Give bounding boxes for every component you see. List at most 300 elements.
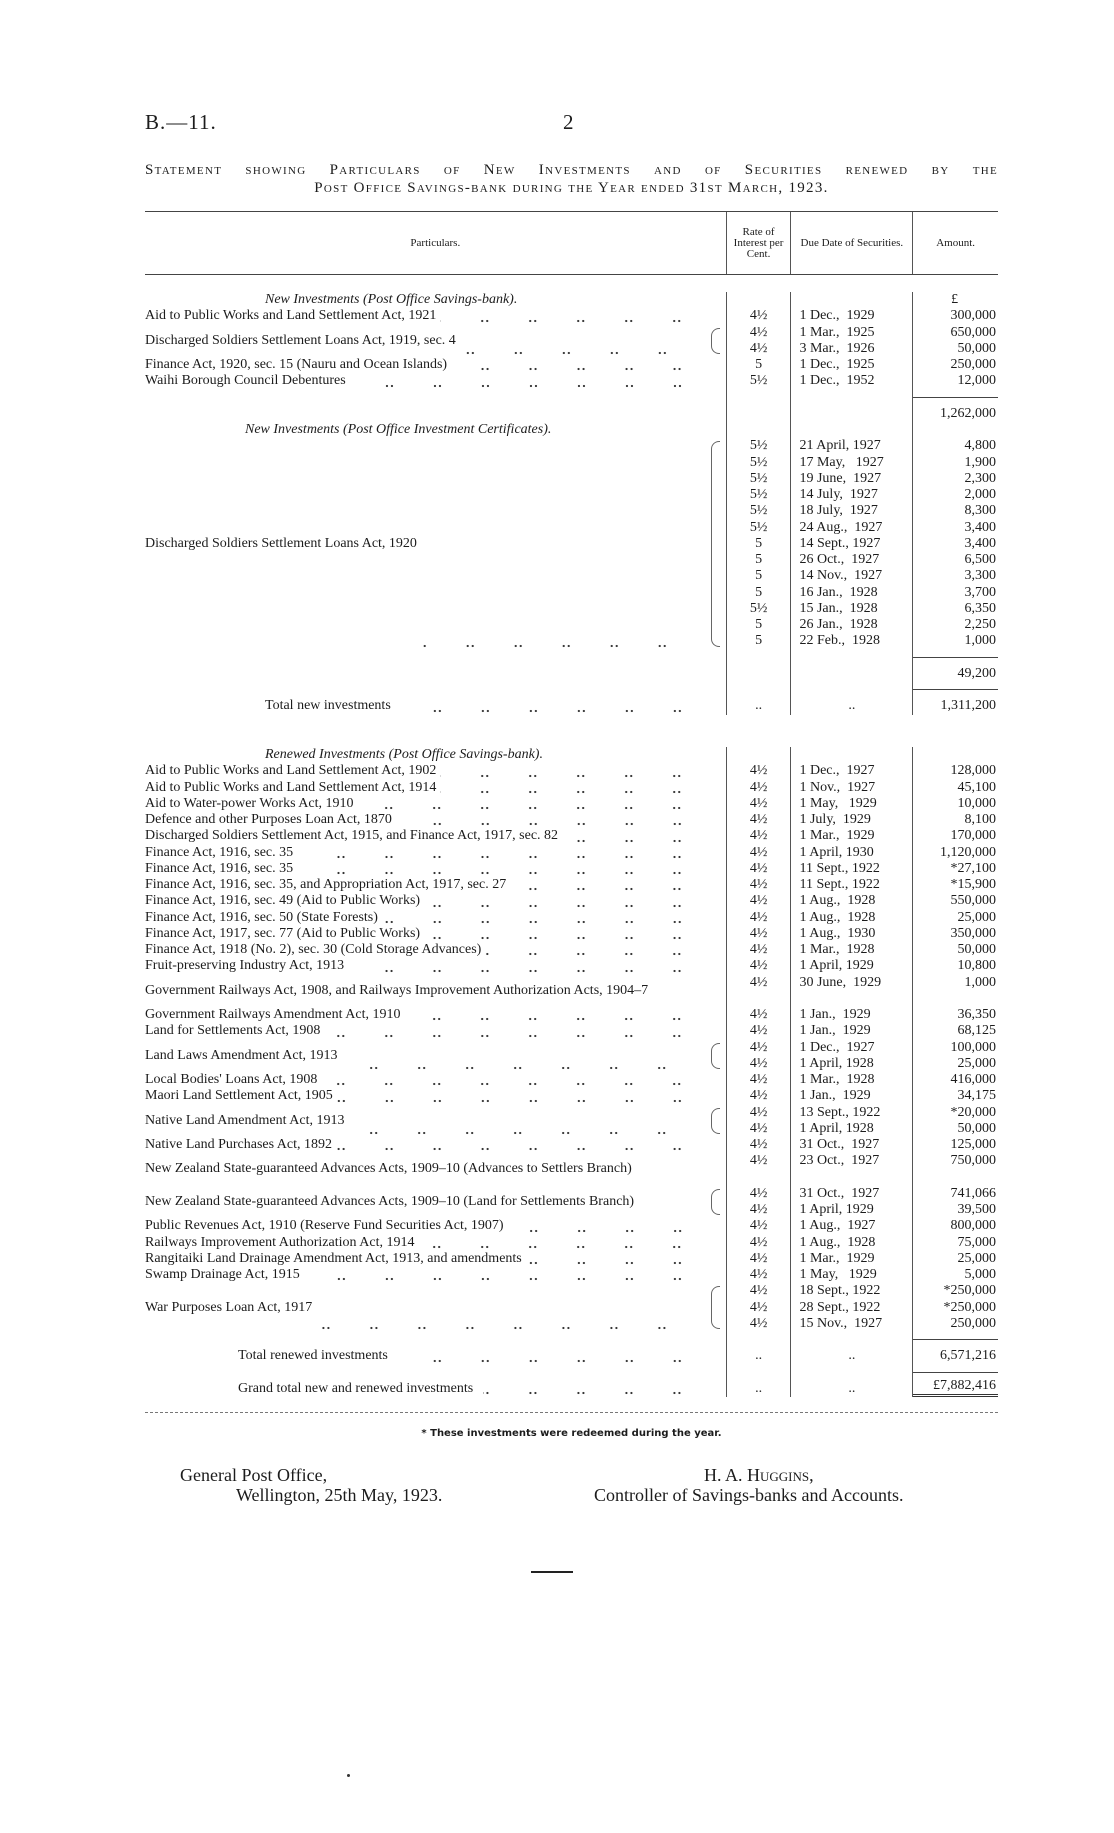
table-row [145, 357, 998, 373]
rate-cell [726, 1283, 791, 1332]
amount-value: 3,400 [964, 519, 996, 535]
amount-value: 550,000 [950, 893, 996, 909]
rate-value: 4½ [749, 909, 768, 925]
table-row [145, 812, 998, 828]
amount-cell [912, 812, 998, 828]
rate-value: 5 [755, 617, 763, 632]
rate-cell [726, 1023, 791, 1039]
leader-dots [348, 959, 720, 975]
due-date-cell [790, 1332, 912, 1365]
leader-dots [297, 861, 720, 877]
amount-value: *27,100 [950, 860, 996, 876]
amount-value: 170,000 [950, 828, 996, 844]
leader-dots [424, 894, 720, 910]
rate-cell [726, 325, 791, 358]
rate-cell [726, 1088, 791, 1104]
investments-table [145, 211, 998, 1397]
amount-cell [912, 780, 998, 796]
due-date-cell [790, 308, 912, 324]
particulars-label: Government Railways Act, 1908, and Railways Improvement Authorization Acts, 1904–7 [145, 982, 649, 998]
amount-value: 45,100 [957, 779, 996, 795]
rate-value: 5½ [749, 600, 768, 616]
amount-value: 2,000 [964, 487, 996, 502]
rate-cell [726, 1267, 791, 1283]
due-date-cell [790, 958, 912, 974]
rate-cell [726, 1105, 791, 1138]
amount-value: 2,300 [964, 470, 996, 486]
particulars-cell [145, 1251, 726, 1267]
amount-cell [912, 1283, 998, 1332]
table-row [145, 1235, 998, 1251]
due-date-value: 1 May, 1929 [799, 1267, 877, 1282]
section-heading: New Investments (Post Office Investment Certificates). [245, 422, 552, 437]
due-date-value: 1 Mar., 1929 [799, 1250, 875, 1266]
leader-dots [508, 1219, 720, 1235]
rate-value: 4½ [749, 1283, 768, 1299]
particulars-cell [145, 861, 726, 877]
particulars-cell [145, 438, 726, 649]
table-row [145, 845, 998, 861]
particulars-cell [145, 1023, 726, 1039]
rate-cell [726, 1365, 791, 1398]
leader-dots [357, 796, 719, 812]
rate-value: 4½ [749, 812, 768, 827]
rate-value: 4½ [749, 958, 768, 974]
particulars-cell [145, 1365, 726, 1398]
particulars-label: Finance Act, 1920, sec. 15 (Nauru and Ocean Islands) [145, 357, 448, 372]
due-date-value: 1 Dec., 1952 [799, 373, 875, 389]
due-date-cell [790, 763, 912, 779]
table-row [145, 1218, 998, 1234]
leader-dots [337, 1089, 720, 1105]
leader-dots [348, 1121, 704, 1137]
leader-dots [297, 845, 720, 861]
leader-dots [424, 926, 720, 942]
due-date-cell [790, 1153, 912, 1186]
table-bottom-rule [145, 1412, 998, 1413]
due-date-value: 26 Oct., 1927 [799, 552, 880, 567]
amount-value: 50,000 [957, 340, 996, 356]
table-row [145, 796, 998, 812]
rate-value: 4½ [749, 1007, 768, 1022]
table-row [145, 325, 998, 358]
leader-dots [418, 1235, 719, 1251]
due-date-cell [790, 910, 912, 926]
due-date-value: 30 June, 1929 [799, 974, 882, 990]
due-date-value: 31 Oct., 1927 [799, 1185, 880, 1201]
table-row [145, 926, 998, 942]
rate-value: 4½ [749, 1250, 768, 1266]
due-date-value: 28 Sept., 1922 [799, 1299, 881, 1315]
particulars-cell [145, 926, 726, 942]
leader-dots [382, 910, 720, 926]
amount-cell [912, 1072, 998, 1088]
leader-dots [398, 1349, 720, 1365]
due-date-value: 1 April, 1928 [799, 1120, 874, 1136]
amount-value: 39,500 [957, 1202, 996, 1217]
amount-cell [912, 650, 998, 683]
particulars-cell [145, 1088, 726, 1104]
rate-value: 4½ [749, 795, 768, 811]
amount-value: 125,000 [950, 1137, 996, 1152]
amount-value: 4,800 [964, 438, 996, 454]
table-row [145, 1283, 998, 1332]
particulars-label: Discharged Soldiers Settlement Loans Act, 1920 [145, 535, 417, 551]
amount-value: 25,000 [957, 1055, 996, 1071]
table-row [145, 1023, 998, 1039]
due-date-value: 1 Dec., 1927 [799, 763, 875, 779]
leader-dots [421, 634, 705, 650]
table-row [145, 958, 998, 974]
leader-dots [316, 1316, 704, 1332]
total-row [145, 682, 998, 715]
rate-cell [726, 910, 791, 926]
due-date-value: 1 April, 1930 [799, 844, 874, 860]
amount-cell [912, 357, 998, 373]
amount-cell [912, 1332, 998, 1365]
leader-dots [321, 1072, 719, 1088]
rate-value: 4½ [749, 779, 768, 795]
due-date-value: 13 Sept., 1922 [799, 1104, 881, 1120]
due-date-value: 14 Sept., 1927 [799, 535, 881, 551]
due-date-cell [790, 373, 912, 389]
due-date-cell [790, 422, 912, 438]
table-row [145, 1007, 998, 1023]
table-row [145, 910, 998, 926]
table-row [145, 373, 998, 389]
particulars-label: Aid to Water-power Works Act, 1910 [145, 795, 354, 811]
due-date-cell [790, 812, 912, 828]
amount-cell [912, 1007, 998, 1023]
particulars-label: Local Bodies' Loans Act, 1908 [145, 1072, 318, 1087]
rate-value: 4½ [749, 1137, 768, 1152]
amount-cell [912, 877, 998, 893]
due-date-value: 15 Jan., 1928 [799, 600, 878, 616]
table-row [145, 1186, 998, 1219]
leader-dots [324, 1024, 719, 1040]
due-date-cell [790, 1105, 912, 1138]
due-date-value: 11 Sept., 1922 [799, 860, 880, 876]
particulars-label: Railways Improvement Authorization Act, 1914 [145, 1234, 415, 1250]
leader-dots [401, 699, 720, 715]
currency-unit: £ [951, 292, 959, 307]
due-date-value: 18 Sept., 1922 [799, 1283, 881, 1299]
rate-cell [726, 958, 791, 974]
amount-cell [912, 1267, 998, 1283]
section-heading-row [145, 292, 998, 308]
amount-cell [912, 1040, 998, 1073]
header-rate: Rate of Interest per Cent. [726, 212, 791, 274]
rate-cell [726, 747, 791, 763]
rate-cell [726, 292, 791, 308]
amount-value: 741,066 [950, 1185, 996, 1201]
due-date-value: 22 Feb., 1928 [799, 633, 880, 649]
amount-cell [912, 828, 998, 844]
rate-cell [726, 1251, 791, 1267]
due-date-value: 23 Oct., 1927 [799, 1153, 880, 1169]
due-date-cell [790, 650, 912, 683]
leader-dots [483, 1381, 719, 1397]
leader-dots [562, 829, 720, 845]
amount-cell [912, 910, 998, 926]
particulars-label: Land for Settlements Act, 1908 [145, 1023, 321, 1039]
particulars-cell [145, 893, 726, 909]
rate-value: 5 [755, 633, 763, 649]
table-row [145, 1105, 998, 1138]
due-date-value: 24 Aug., 1927 [799, 519, 883, 535]
rate-value: 4½ [749, 1185, 768, 1201]
due-date-value: 1 May, 1929 [799, 795, 877, 811]
particulars-cell [145, 1283, 726, 1332]
particulars-label: Finance Act, 1916, sec. 35 [145, 860, 294, 876]
particulars-cell [145, 357, 726, 373]
particulars-cell [145, 910, 726, 926]
amount-cell [912, 1023, 998, 1039]
section-heading: Renewed Investments (Post Office Savings-bank). [265, 747, 543, 762]
due-date-cell [790, 1283, 912, 1332]
amount-cell [912, 926, 998, 942]
rate-cell [726, 650, 791, 683]
amount-value: 250,000 [950, 1315, 996, 1331]
particulars-cell [145, 308, 726, 324]
due-date-value: 17 May, 1927 [799, 454, 884, 470]
rate-value: 4½ [749, 1315, 768, 1331]
particulars-cell [145, 763, 726, 779]
leader-dots [451, 357, 720, 373]
amount-value: 1,000 [964, 633, 996, 649]
rate-value: 4½ [749, 340, 768, 356]
rate-cell [726, 1218, 791, 1234]
table-row [145, 893, 998, 909]
particulars-cell [145, 780, 726, 796]
document-reference: B.—11. [145, 110, 217, 134]
due-date-value: 3 Mar., 1926 [799, 340, 875, 356]
amount-value: 25,000 [957, 909, 996, 925]
due-date-value: 21 April, 1927 [799, 438, 881, 454]
amount-value: 8,100 [964, 812, 996, 827]
table-row [145, 308, 998, 324]
amount-cell [912, 1105, 998, 1138]
rate-value: 4½ [749, 1120, 768, 1136]
rate-cell [726, 422, 791, 438]
particulars-cell [145, 1137, 726, 1153]
amount-value: 12,000 [957, 373, 996, 389]
due-date-cell [790, 861, 912, 877]
rate-cell [726, 893, 791, 909]
due-date-cell [790, 1088, 912, 1104]
rate-value: 5 [755, 568, 763, 584]
table-row [145, 763, 998, 779]
subtotal-rule [913, 657, 998, 666]
due-date-value: 31 Oct., 1927 [799, 1137, 880, 1152]
header-amount: Amount. [912, 212, 998, 274]
total-row [145, 1332, 998, 1365]
rate-value: 4½ [749, 974, 768, 990]
total-label: Total renewed investments [238, 1348, 388, 1364]
due-date-value: 1 Mar., 1929 [799, 828, 875, 844]
rate-value: 5½ [749, 503, 768, 519]
rate-value: 4½ [749, 1023, 768, 1039]
table-row [145, 1267, 998, 1283]
amount-value: 10,000 [957, 795, 996, 811]
due-date-cell [790, 1218, 912, 1234]
table-row [145, 877, 998, 893]
rate-value: .. [755, 698, 763, 714]
amount-cell [912, 325, 998, 358]
particulars-label: Finance Act, 1916, sec. 49 (Aid to Public Works) [145, 893, 421, 909]
particulars-cell [145, 1072, 726, 1088]
due-date-value: 1 Aug., 1927 [799, 1218, 876, 1234]
table-row [145, 861, 998, 877]
particulars-cell [145, 845, 726, 861]
due-date-cell [790, 1137, 912, 1153]
table-row [145, 828, 998, 844]
particulars-cell [145, 877, 726, 893]
particulars-cell [145, 1186, 726, 1219]
particulars-cell [145, 373, 726, 389]
rate-value: 4½ [749, 1072, 768, 1087]
due-date-value: 1 April, 1928 [799, 1055, 874, 1071]
leader-dots [341, 1056, 704, 1072]
amount-cell [912, 845, 998, 861]
due-date-cell [790, 292, 912, 308]
footnote: * These investments were redeemed during the year. [421, 1428, 722, 1439]
due-date-value: 1 Dec., 1929 [799, 308, 875, 324]
particulars-cell [145, 1007, 726, 1023]
rate-value: 4½ [749, 893, 768, 909]
amount-value: 250,000 [950, 357, 996, 372]
amount-cell [912, 438, 998, 649]
table-row [145, 1137, 998, 1153]
particulars-label: Native Land Amendment Act, 1913 [145, 1112, 345, 1128]
amount-cell [912, 796, 998, 812]
spacer [145, 715, 998, 748]
particulars-label: Fruit-preserving Industry Act, 1913 [145, 958, 345, 974]
signature-date: Wellington, 25th May, 1923. [236, 1485, 443, 1505]
rate-value: 4½ [749, 1104, 768, 1120]
amount-cell [912, 763, 998, 779]
rate-value: 4½ [749, 828, 768, 844]
amount-cell [912, 958, 998, 974]
due-date-cell [790, 1365, 912, 1398]
leader-dots [526, 1251, 720, 1267]
particulars-label: Swamp Drainage Act, 1915 [145, 1267, 300, 1282]
amount-cell [912, 975, 998, 1008]
particulars-cell [145, 747, 726, 763]
print-speck [347, 1774, 350, 1777]
due-date-value: 26 Jan., 1928 [799, 617, 878, 632]
amount-cell [912, 1251, 998, 1267]
table-row [145, 1088, 998, 1104]
subtotal-rule [913, 689, 998, 698]
due-date-value: 1 Jan., 1929 [799, 1088, 871, 1104]
page-number: 2 [563, 110, 574, 134]
subtotal-rule [913, 397, 998, 406]
due-date-value: 1 April, 1929 [799, 958, 874, 974]
amount-cell [912, 422, 998, 438]
rate-cell [726, 1186, 791, 1219]
amount-value: 1,900 [964, 454, 996, 470]
signatory-title: Controller of Savings-banks and Accounts. [594, 1485, 904, 1505]
due-date-cell [790, 438, 912, 649]
rate-value: 5½ [749, 373, 768, 389]
brace-bracket [711, 1189, 720, 1216]
due-date-cell [790, 828, 912, 844]
rate-cell [726, 1235, 791, 1251]
amount-value: 1,120,000 [940, 844, 996, 860]
amount-cell [912, 1235, 998, 1251]
due-date-cell [790, 1186, 912, 1219]
amount-value: 3,300 [964, 568, 996, 584]
particulars-label: Finance Act, 1916, sec. 35, and Appropriation Act, 1917, sec. 27 [145, 877, 507, 892]
rate-cell [726, 796, 791, 812]
particulars-label: Discharged Soldiers Settlement Loans Act, 1919, sec. 4 [145, 332, 456, 348]
amount-value: 6,500 [964, 552, 996, 567]
leader-dots [336, 1137, 720, 1153]
amount-value: 25,000 [957, 1250, 996, 1266]
header-particulars: Particulars. [410, 236, 461, 249]
rate-value: 4½ [749, 1039, 768, 1055]
due-date-cell [790, 325, 912, 358]
particulars-label: Native Land Purchases Act, 1892 [145, 1137, 333, 1152]
rate-value: 4½ [749, 942, 768, 957]
leader-dots [304, 1267, 720, 1283]
particulars-label: Finance Act, 1916, sec. 50 (State Forests) [145, 909, 378, 925]
rate-value: 5½ [749, 519, 768, 535]
due-date-cell [790, 747, 912, 763]
rate-value: 5 [755, 552, 763, 567]
due-date-value: 18 July, 1927 [799, 503, 878, 519]
rate-cell [726, 828, 791, 844]
leader-dots [404, 1007, 719, 1023]
due-date-value: 1 Nov., 1927 [799, 779, 876, 795]
amount-cell [912, 308, 998, 324]
leader-dots [440, 309, 719, 325]
brace-bracket [711, 1286, 720, 1329]
due-date-cell [790, 1007, 912, 1023]
table-header [145, 211, 998, 275]
particulars-cell [145, 292, 726, 308]
particulars-label: Government Railways Amendment Act, 1910 [145, 1007, 401, 1022]
amount-value: 416,000 [950, 1072, 996, 1087]
rate-cell [726, 357, 791, 373]
rate-cell [726, 1007, 791, 1023]
total-label: Total new investments [265, 698, 391, 714]
rate-value: 5 [755, 584, 763, 600]
due-date-cell [790, 357, 912, 373]
statement-title-line-1: Statement showing Particulars of New Investments and of Securities renewed by the [145, 162, 998, 178]
particulars-cell [145, 942, 726, 958]
amount-value: 1,262,000 [940, 405, 996, 421]
section-heading-row [145, 422, 998, 438]
amount-cell [912, 893, 998, 909]
leader-dots [350, 374, 720, 390]
particulars-label: War Purposes Loan Act, 1917 [145, 1299, 313, 1315]
rate-cell [726, 390, 791, 423]
amount-cell [912, 292, 998, 308]
leader-dots [460, 341, 705, 357]
amount-value: 6,350 [964, 600, 996, 616]
signature-place: General Post Office, [180, 1465, 328, 1485]
particulars-cell [145, 975, 726, 1008]
subtotal-row [145, 390, 998, 423]
leader-dots [440, 780, 719, 796]
particulars-cell [145, 958, 726, 974]
rate-value: 4½ [749, 925, 768, 941]
due-date-cell [790, 942, 912, 958]
amount-cell [912, 747, 998, 763]
amount-value: 5,000 [964, 1267, 996, 1282]
